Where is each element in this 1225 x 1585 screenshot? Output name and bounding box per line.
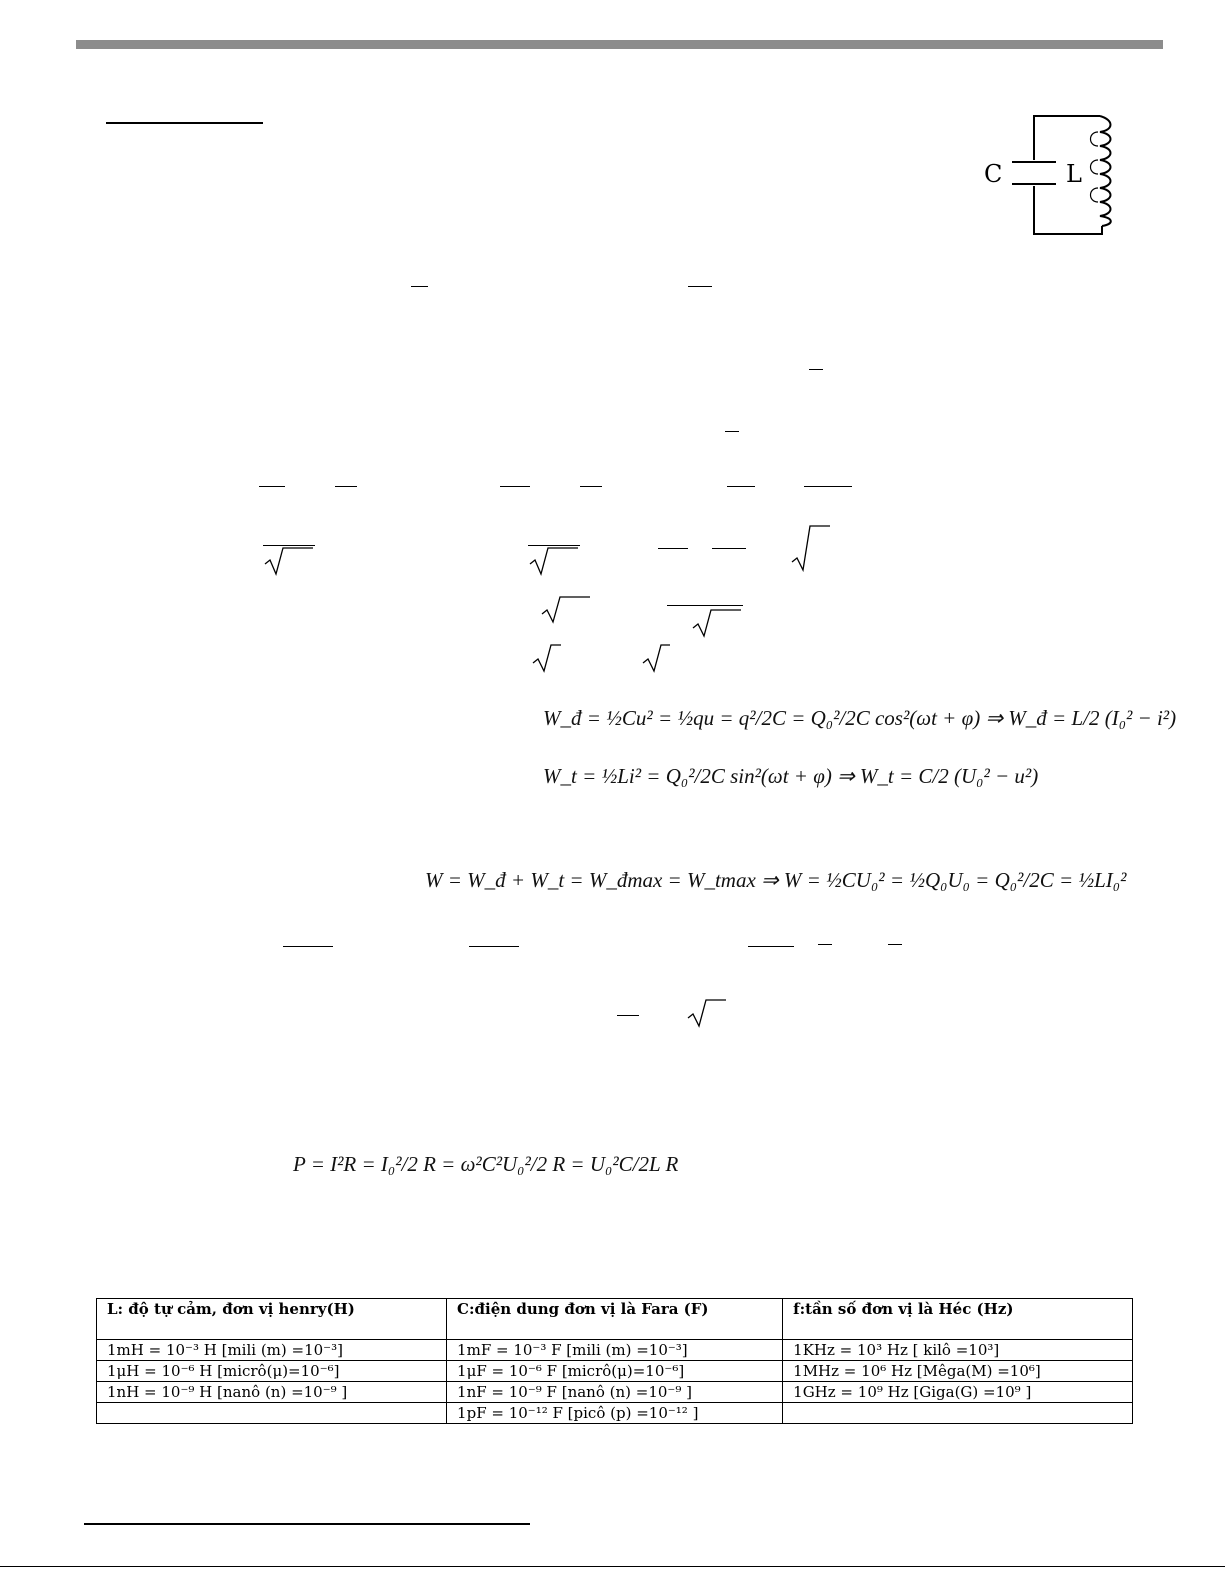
inductor-label: L	[1066, 160, 1082, 188]
table-row	[97, 1403, 1133, 1424]
table-row	[97, 1340, 1133, 1361]
table-cell: 1KHz = 10³ Hz [ kilô =10³]	[783, 1340, 1133, 1361]
table-row	[97, 1382, 1133, 1403]
capacitor-label: C	[984, 160, 1003, 188]
formula-electric-energy: W_đ = ½Cu² = ½qu = q²/2C = Q₀²/2C cos²(ωt + φ) ⇒ W_đ = L/2 (I₀² − i²)	[543, 706, 1177, 730]
table-cell: 1pF = 10⁻¹² F [picô (p) =10⁻¹² ]	[447, 1403, 783, 1424]
table-cell: 1mF = 10⁻³ F [mili (m) =10⁻³]	[447, 1340, 783, 1361]
table-cell: 1mH = 10⁻³ H [mili (m) =10⁻³]	[97, 1340, 447, 1361]
header-inductance: L: độ tự cảm, đơn vị henry(H)	[97, 1299, 447, 1340]
formula-total-energy: W = W_đ + W_t = W_đmax = W_tmax ⇒ W = ½CU₀² = ½Q₀U₀ = Q₀²/2C = ½LI₀²	[425, 868, 1127, 892]
table-cell: 1nF = 10⁻⁹ F [nanô (n) =10⁻⁹ ]	[447, 1382, 783, 1403]
header-capacitance: C:điện dung đơn vị là Fara (F)	[447, 1299, 783, 1340]
header-frequency: f:tần số đơn vị là Héc (Hz)	[783, 1299, 1133, 1340]
formula-magnetic-energy: W_t = ½Li² = Q₀²/2C sin²(ωt + φ) ⇒ W_t = C/2 (U₀² − u²)	[543, 764, 1039, 788]
table-cell: 1μF = 10⁻⁶ F [micrô(μ)=10⁻⁶]	[447, 1361, 783, 1382]
table-cell: 1nH = 10⁻⁹ H [nanô (n) =10⁻⁹ ]	[97, 1382, 447, 1403]
page-bottom-rule	[0, 1566, 1225, 1567]
formula-power: P = I²R = I₀²/2 R = ω²C²U₀²/2 R = U₀²C/2L R	[293, 1152, 679, 1176]
table-row	[97, 1361, 1133, 1382]
table-header-row	[97, 1299, 1133, 1340]
footnote-rule	[84, 1523, 530, 1525]
table-cell	[783, 1403, 1133, 1424]
table-cell	[97, 1403, 447, 1424]
table-cell: 1MHz = 10⁶ Hz [Mêga(M) =10⁶]	[783, 1361, 1133, 1382]
table-cell: 1GHz = 10⁹ Hz [Giga(G) =10⁹ ]	[783, 1382, 1133, 1403]
units-table	[96, 1298, 1133, 1424]
table-cell: 1μH = 10⁻⁶ H [micrô(μ)=10⁻⁶]	[97, 1361, 447, 1382]
